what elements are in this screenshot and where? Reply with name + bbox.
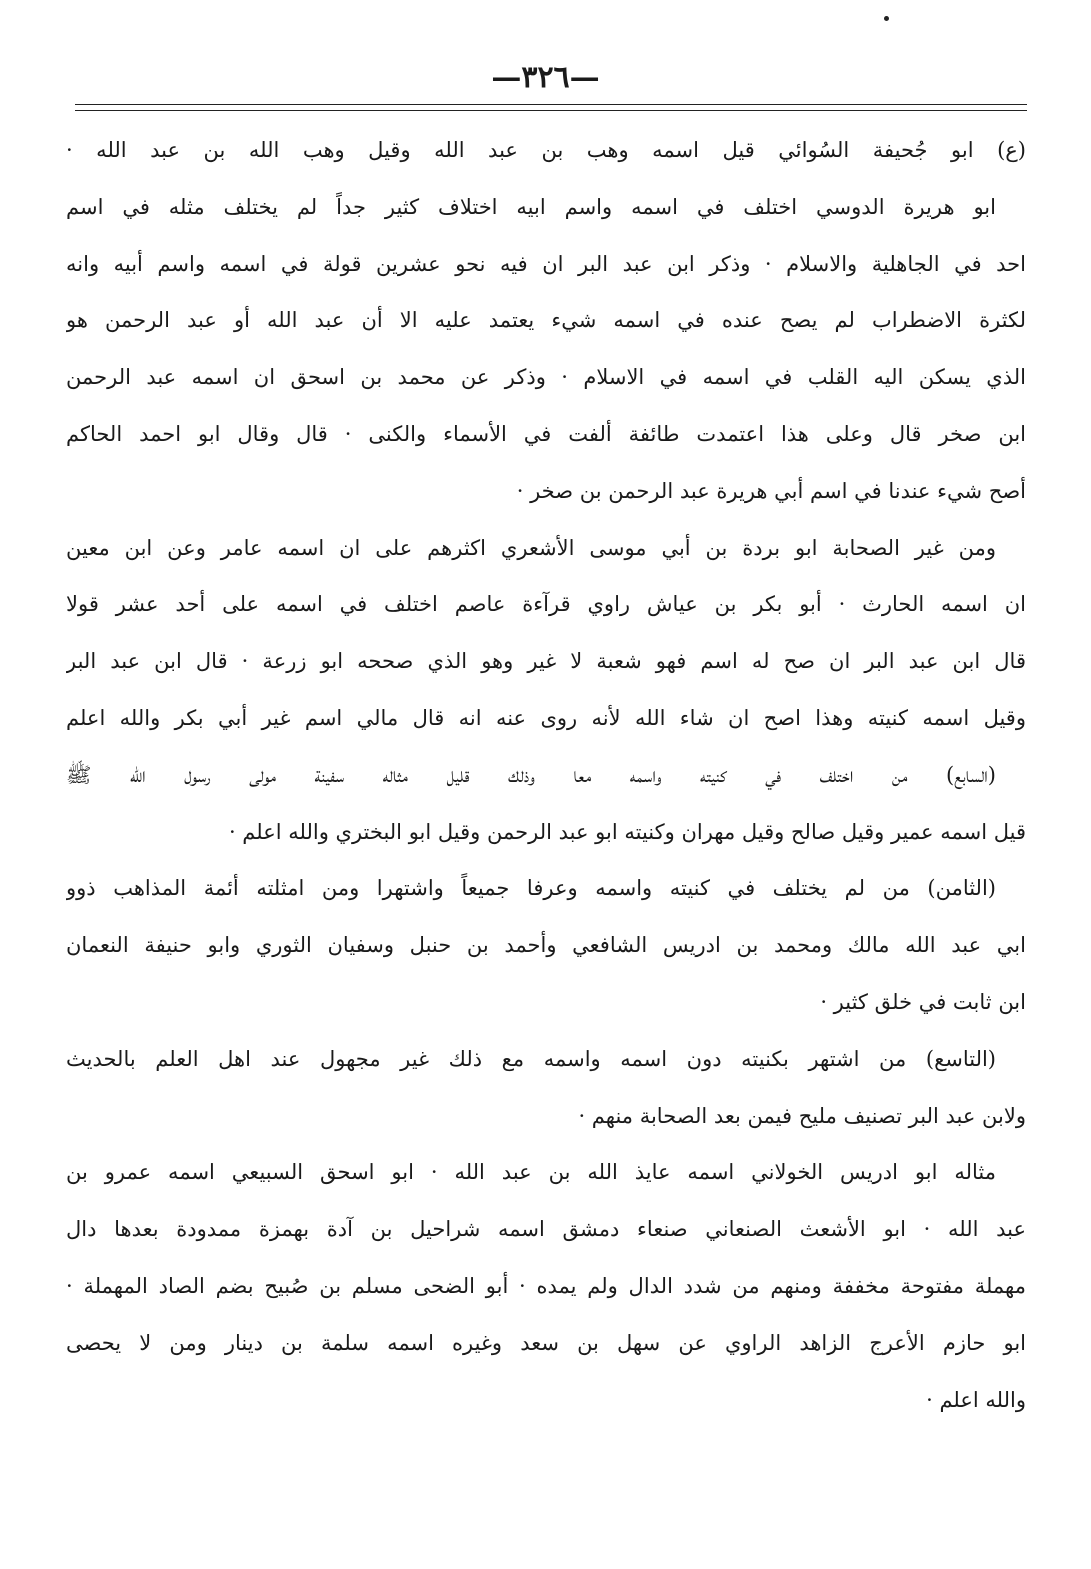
page-number: —٣٢٦— (491, 60, 600, 95)
text-line: قال ابن عبد البر ان صح له اسم فهو شعبة لا غير وهو الذي صححه ابو زرعة · قال ابن عبد البر (66, 649, 1026, 674)
header-rule-top (75, 104, 1027, 105)
text-line: ابو هريرة الدوسي اختلف في اسمه واسم ابيه اختلاف كثير جداً لم يختلف مثله في اسم (66, 194, 996, 219)
text-line: لكثرة الاضطراب لم يصح عنده في اسمه شيء يعتمد عليه الا أن عبد الله أو عبد الرحمن هو (66, 308, 1026, 333)
text-line: (ع) ابو جُحيفة السُوائي قيل اسمه وهب بن عبد الله وقيل وهب الله بن عبد الله · (66, 138, 1026, 162)
text-line: قيل اسمه عمير وقيل صالح وقيل مهران وكنيته ابو عبد الرحمن وقيل ابو البختري والله اعلم · (228, 819, 1026, 844)
text-line: وقيل اسمه كنيته وهذا اصح ان شاء الله لأنه روى عنه انه قال مالي اسم غير أبي بكر والله اعلم (66, 705, 1026, 730)
text-line: (الثامن) من لم يختلف في كنيته واسمه وعرفا جميعاً واشتهرا ومن امثلته أئمة المذاهب ذوو (66, 876, 996, 901)
ink-dot (884, 16, 889, 21)
text-line: ان اسمه الحارث · أبو بكر بن عياش راوي قرآءة عاصم اختلف في اسمه على أحد عشر قولا (66, 592, 1026, 617)
text-line: ومن غير الصحابة ابو بردة بن أبي موسى الأشعري اكثرهم على ان اسمه عامر وعن ابن معين (66, 535, 996, 560)
text-line: (السابع) من اختلف في كنيته واسمه معا وذلك قليل مثاله سفينة مولى رسول الله ﷺ (66, 762, 996, 787)
text-line: مثاله ابو ادريس الخولاني اسمه عايذ الله بن عبد الله · ابو اسحق السبيعي اسمه عمرو بن (66, 1160, 996, 1185)
text-line: احد في الجاهلية والاسلام · وذكر ابن عبد البر ان فيه نحو عشرين قولة في اسمه واسم أبيه وانه (66, 251, 1026, 276)
text-line: ولابن عبد البر تصنيف مليح فيمن بعد الصحابة منهم · (578, 1103, 1026, 1128)
text-line: والله اعلم · (926, 1387, 1026, 1412)
text-line: عبد الله · ابو الأشعث الصنعاني صنعاء دمشق اسمه شراحيل بن آدة بهمزة ممدودة بعدها دال (66, 1217, 1026, 1242)
text-line: ابن ثابت في خلق كثير · (820, 989, 1026, 1014)
text-body (66, 122, 1026, 1428)
text-line: (التاسع) من اشتهر بكنيته دون اسمه واسمه مع ذلك غير مجهول عند اهل العلم بالحديث (66, 1046, 996, 1071)
text-line: ابن صخر قال وعلى هذا اعتمدت طائفة ألفت في الأسماء والكنى · قال وقال ابو احمد الحاكم (66, 421, 1026, 446)
text-line: أصح شيء عندنا في اسم أبي هريرة عبد الرحمن بن صخر · (516, 478, 1026, 503)
text-line: مهملة مفتوحة مخففة ومنهم من شدد الدال ولم يمده · أبو الضحى مسلم بن صُبيح بضم الصاد المهملة · (66, 1273, 1026, 1298)
text-line: ابو حازم الأعرج الزاهد الراوي عن سهل بن سعد وغيره اسمه سلمة بن دينار ومن لا يحصى (66, 1330, 1026, 1355)
text-line: ابي عبد الله مالك ومحمد بن ادريس الشافعي وأحمد بن حنبل وسفيان الثوري وابو حنيفة النعمان (66, 933, 1026, 958)
header-rule-bottom (75, 110, 1027, 111)
text-line: الذي يسكن اليه القلب في اسمه في الاسلام · وذكر عن محمد بن اسحق ان اسمه عبد الرحمن (66, 365, 1026, 390)
